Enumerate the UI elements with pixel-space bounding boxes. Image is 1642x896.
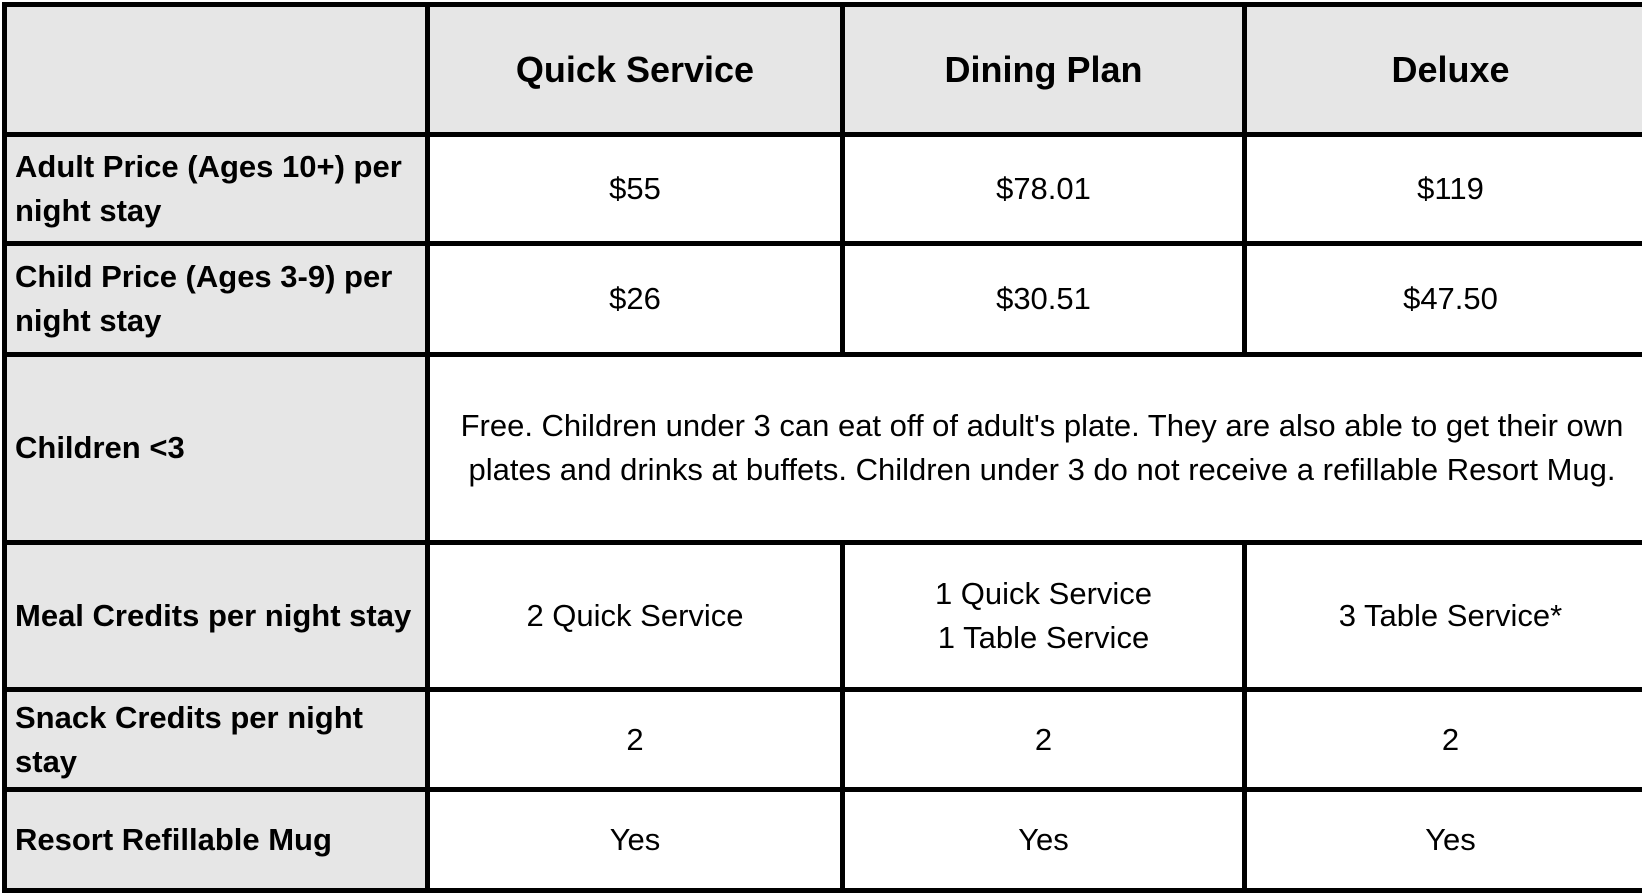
table-row	[5, 243, 1642, 354]
comparison-table	[2, 2, 1642, 893]
cell-child-quick-service: $26	[428, 243, 843, 354]
row-label-meal-credits: Meal Credits per night stay	[5, 543, 428, 690]
header-deluxe: Deluxe	[1245, 5, 1642, 135]
header-dining-plan: Dining Plan	[843, 5, 1245, 135]
cell-adult-deluxe: $119	[1245, 135, 1642, 244]
cell-meal-quick-service: 2 Quick Service	[428, 543, 843, 690]
row-label-refillable-mug: Resort Refillable Mug	[5, 790, 428, 891]
cell-snack-dining-plan: 2	[843, 690, 1245, 790]
header-row	[5, 5, 1642, 135]
cell-adult-dining-plan: $78.01	[843, 135, 1245, 244]
cell-mug-deluxe: Yes	[1245, 790, 1642, 891]
cell-children-under-3-note: Free. Children under 3 can eat off of adult's plate. They are also able to get their own plates and drinks at buffets. Children under 3 do not receive a refillable Resort Mug.	[428, 354, 1642, 542]
meal-dining-plan-line-2: 1 Table Service	[937, 620, 1150, 656]
table-row	[5, 354, 1642, 542]
row-label-adult-price: Adult Price (Ages 10+) per night stay	[5, 135, 428, 244]
row-label-snack-credits: Snack Credits per night stay	[5, 690, 428, 790]
cell-adult-quick-service: $55	[428, 135, 843, 244]
cell-meal-dining-plan	[843, 543, 1245, 690]
row-label-child-price: Child Price (Ages 3-9) per night stay	[5, 243, 428, 354]
cell-child-dining-plan: $30.51	[843, 243, 1245, 354]
table-row	[5, 690, 1642, 790]
cell-meal-deluxe: 3 Table Service*	[1245, 543, 1642, 690]
row-label-children-under-3: Children <3	[5, 354, 428, 542]
header-corner-cell	[5, 5, 428, 135]
table-row	[5, 135, 1642, 244]
cell-child-deluxe: $47.50	[1245, 243, 1642, 354]
cell-mug-dining-plan: Yes	[843, 790, 1245, 891]
cell-mug-quick-service: Yes	[428, 790, 843, 891]
cell-snack-quick-service: 2	[428, 690, 843, 790]
meal-dining-plan-line-1: 1 Quick Service	[934, 576, 1153, 612]
table-row	[5, 543, 1642, 690]
table-row	[5, 790, 1642, 891]
header-quick-service: Quick Service	[428, 5, 843, 135]
cell-snack-deluxe: 2	[1245, 690, 1642, 790]
